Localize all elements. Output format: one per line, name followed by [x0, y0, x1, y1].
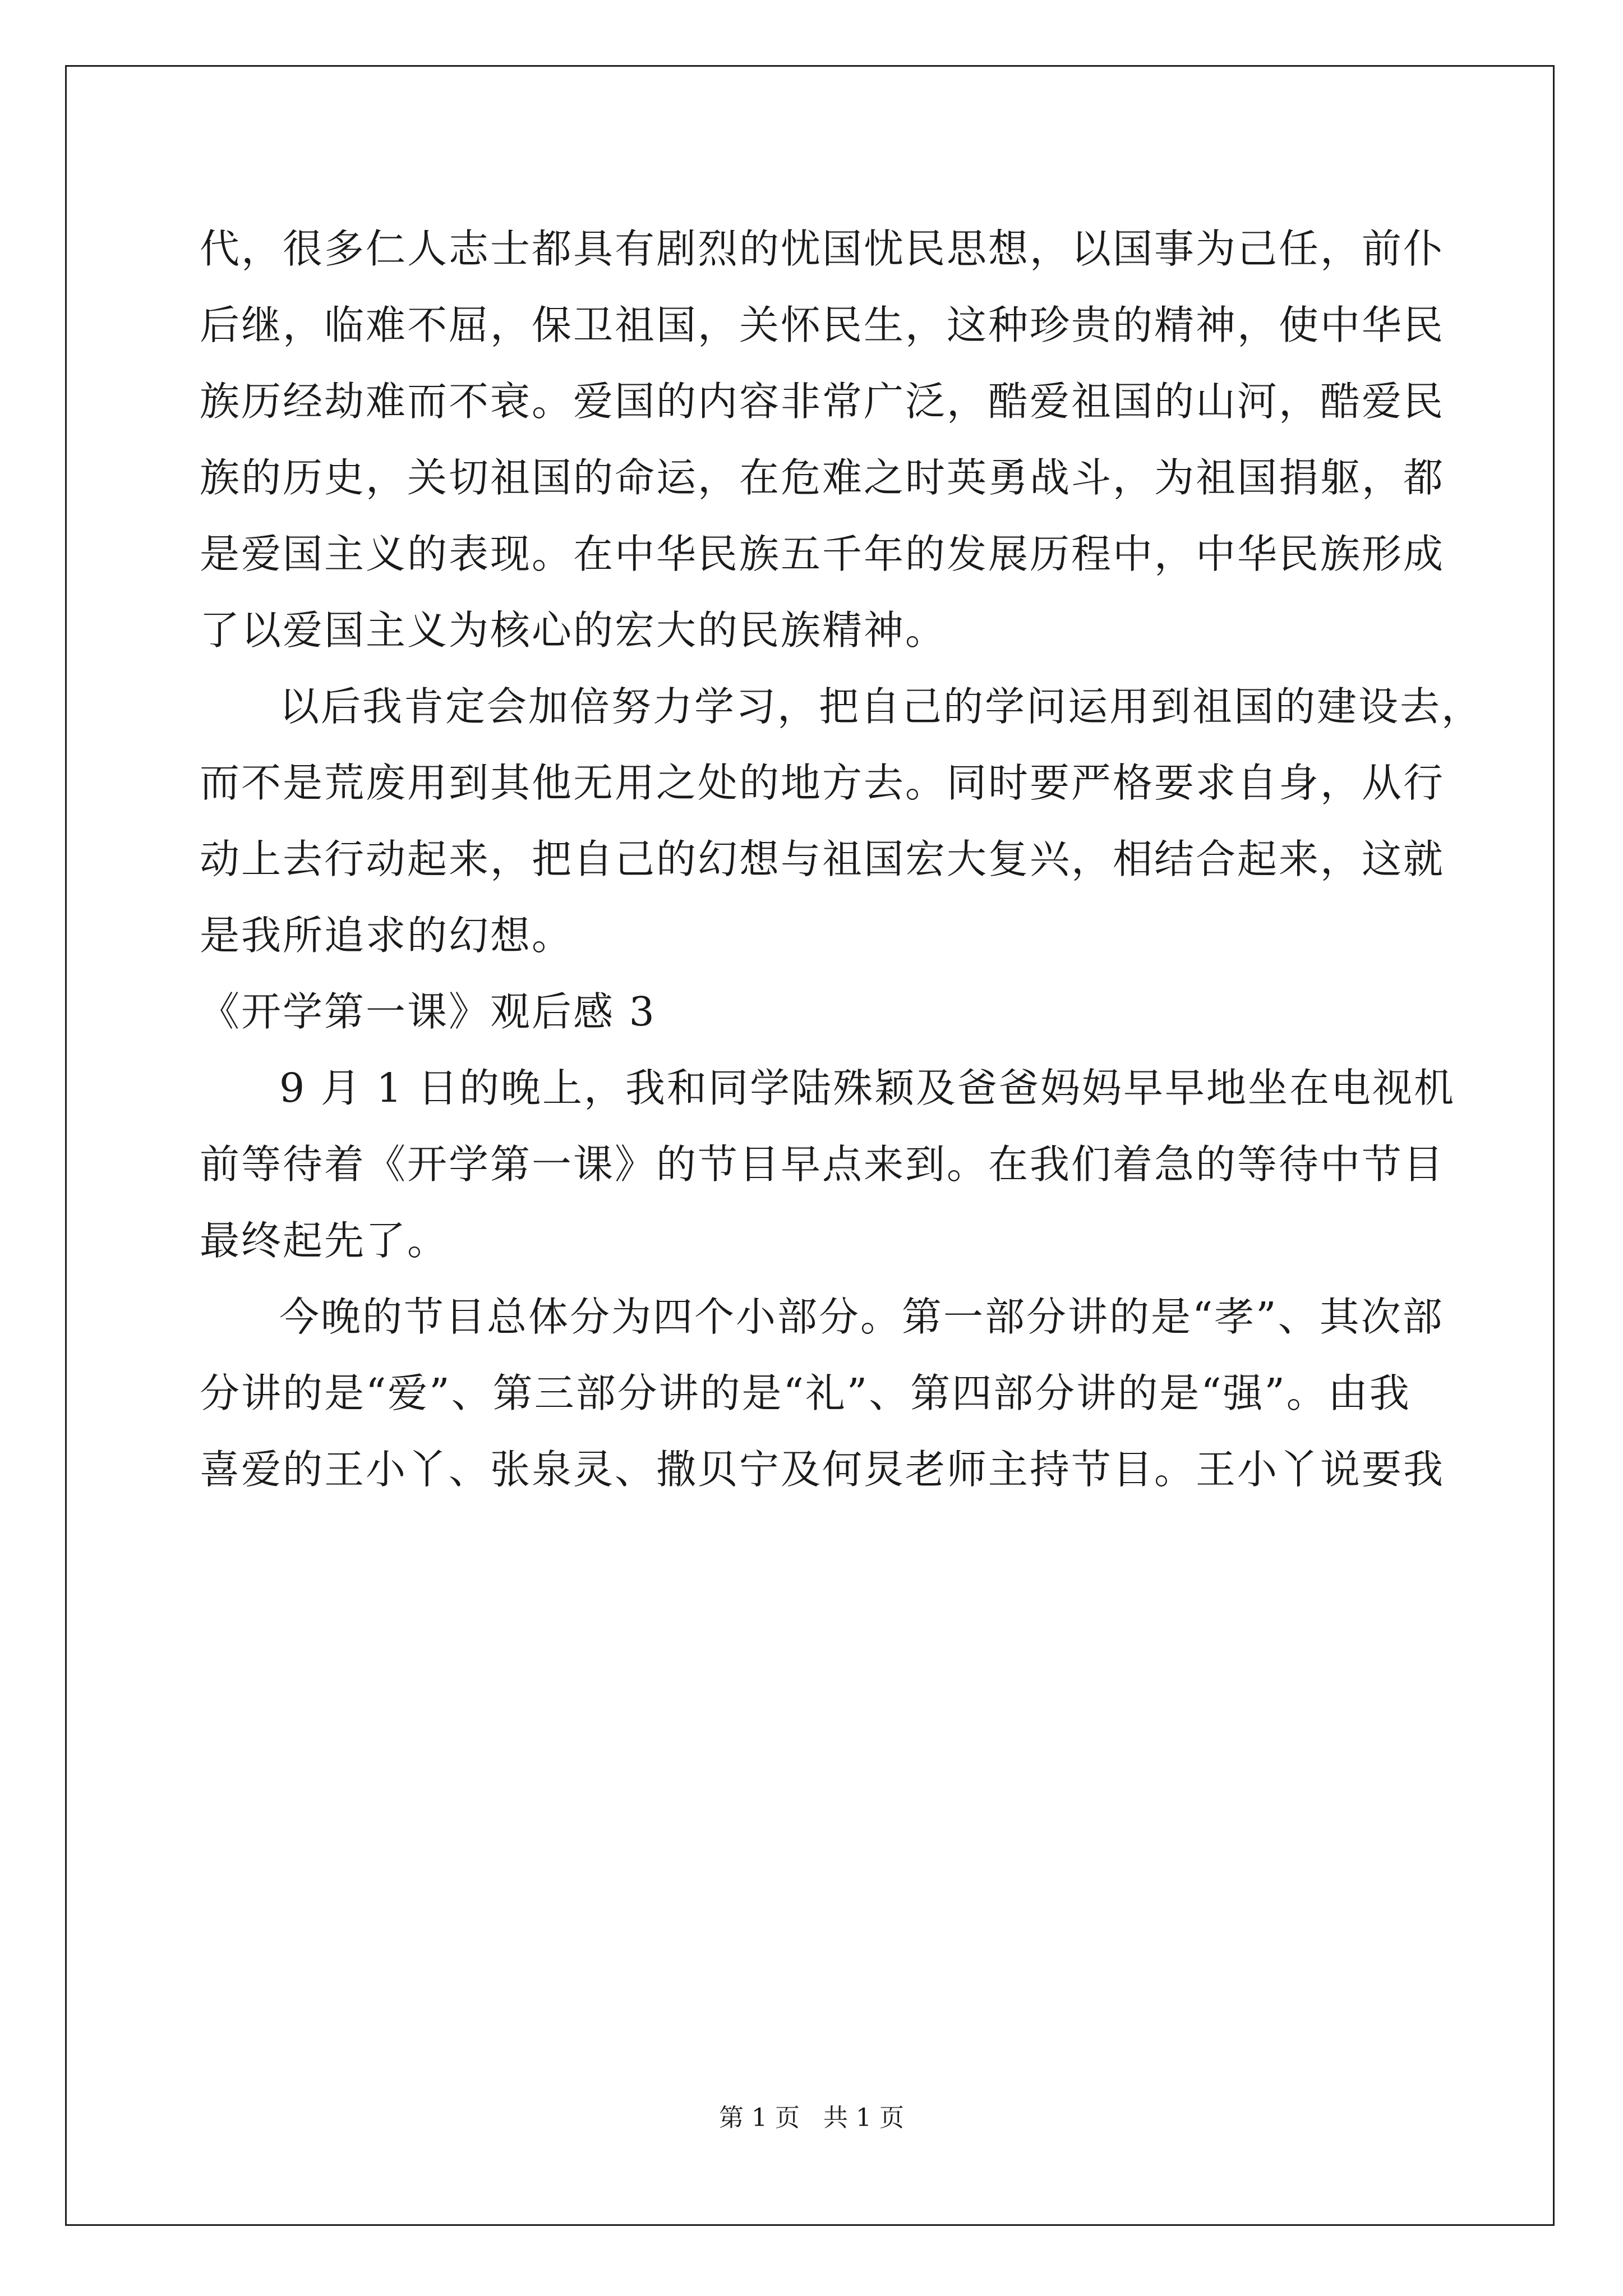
body-line: 是我所追求的幻想。: [200, 912, 574, 959]
body-line: 今晚的节目总体分为四个小部分。第一部分讲的是“孝”、其次部: [279, 1294, 1444, 1340]
body-line: 了以爱国主义为核心的宏大的民族精神。: [200, 607, 947, 654]
body-line: 分讲的是“爱”、第三部分讲的是“礼”、第四部分讲的是“强”。由我: [200, 1370, 1411, 1416]
page-number-footer: 第 1 页 共 1 页: [719, 2104, 904, 2132]
body-line: 9 月 1 日的晚上，我和同学陆殊颖及爸爸妈妈早早地坐在电视机: [279, 1065, 1456, 1111]
body-line: 族的历史，关切祖国的命运，在危难之时英勇战斗，为祖国捐躯，都: [200, 454, 1445, 501]
body-line: 而不是荒废用到其他无用之处的地方去。同时要严格要求自身，从行: [200, 760, 1445, 806]
body-line: 是爱国主义的表现。在中华民族五千年的发展历程中，中华民族形成: [200, 531, 1445, 577]
body-line: 动上去行动起来，把自己的幻想与祖国宏大复兴，相结合起来，这就: [200, 836, 1445, 882]
body-line: 后继，临难不屈，保卫祖国，关怀民生，这种珍贵的精神，使中华民: [200, 302, 1445, 348]
section-heading: 《开学第一课》观后感 3: [200, 988, 656, 1035]
body-line: 最终起先了。: [200, 1217, 449, 1264]
body-line: 喜爱的王小丫、张泉灵、撒贝宁及何炅老师主持节目。王小丫说要我: [200, 1446, 1445, 1493]
body-line: 前等待着《开学第一课》的节目早点来到。在我们着急的等待中节目: [200, 1141, 1445, 1188]
body-line: 族历经劫难而不衰。爱国的内容非常广泛，酷爱祖国的山河，酷爱民: [200, 378, 1445, 425]
body-line: 以后我肯定会加倍努力学习，把自己的学问运用到祖国的建设去，: [279, 683, 1483, 730]
body-line: 代，很多仁人志士都具有剧烈的忧国忧民思想，以国事为己任，前仆: [200, 226, 1445, 272]
